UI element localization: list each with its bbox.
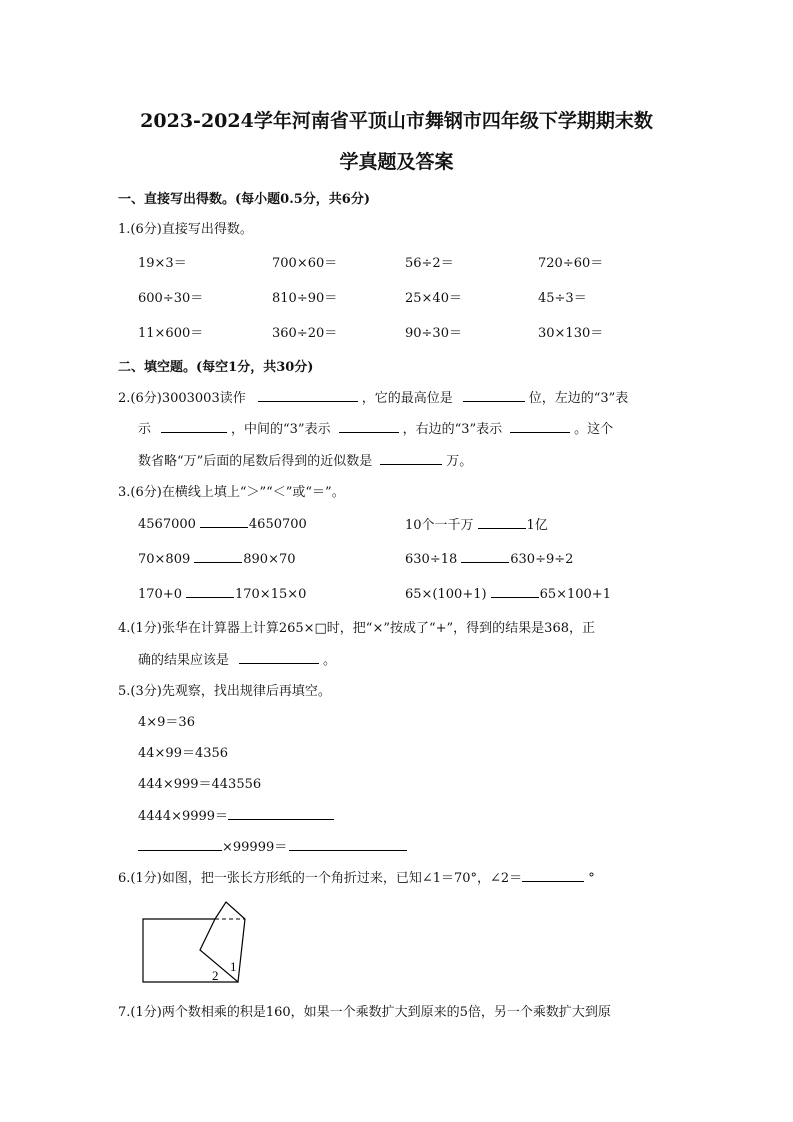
q5-l3: 444×999＝443556 — [138, 777, 262, 792]
q3-item — [405, 549, 573, 567]
text: ° — [588, 871, 595, 886]
answer-blank[interactable] — [200, 514, 248, 528]
q1-item: 45÷3＝ — [538, 291, 587, 306]
text: 4567000 — [138, 517, 196, 532]
answer-blank[interactable] — [491, 584, 539, 598]
q5-stem: 5.(3分)先观察，找出规律后再填空。 — [118, 684, 331, 699]
text: ，中间的“3”表示 — [231, 422, 331, 437]
section1-heading: 一、直接写出得数。(每小题0.5分，共6分) — [118, 192, 370, 207]
q3-item — [405, 584, 611, 602]
q1-item: 11×600＝ — [138, 326, 204, 341]
text: 170×15×0 — [234, 587, 307, 602]
text: 890×70 — [243, 552, 296, 567]
text: 1亿 — [526, 518, 548, 533]
q3-item — [405, 514, 548, 533]
q1-item: 56÷2＝ — [405, 256, 454, 271]
text: ×99999＝ — [222, 840, 288, 855]
text: 。这个 — [574, 422, 614, 437]
q7-line1: 7.(1分)两个数相乘的积是160，如果一个乘数扩大到原来的5倍，另一个乘数扩大到原 — [118, 1005, 611, 1020]
rectangle-edges — [143, 919, 238, 982]
q3-item — [138, 584, 306, 602]
text: 65×100+1 — [539, 587, 611, 602]
text: 630÷9÷2 — [510, 552, 574, 567]
text: 4650700 — [248, 517, 307, 532]
q1-item: 360÷20＝ — [272, 326, 338, 341]
q3-item — [138, 549, 296, 567]
text: 数省略“万”后面的尾数后得到的近似数是 — [138, 454, 373, 469]
answer-blank[interactable] — [186, 584, 234, 598]
q1-stem: 1.(6分)直接写出得数。 — [118, 222, 253, 237]
title-line2: 学真题及答案 — [339, 151, 454, 173]
text: ，右边的“3”表示 — [402, 422, 503, 437]
title-line1: 2023-2024学年河南省平顶山市舞钢市四年级下学期期末数 — [140, 110, 653, 132]
q3-stem: 3.(6分)在横线上填上“＞”“＜”或“＝”。 — [118, 485, 345, 500]
text: 确的结果应该是 — [138, 653, 230, 668]
answer-blank[interactable] — [194, 549, 242, 563]
angle-2-label: 2 — [212, 968, 219, 983]
answer-blank[interactable] — [461, 549, 509, 563]
folded-corner — [200, 902, 245, 982]
text: 4444×9999＝ — [138, 809, 229, 824]
q1-item: 600÷30＝ — [138, 291, 204, 306]
q1-item: 810÷90＝ — [272, 291, 338, 306]
q1-item: 30×130＝ — [538, 326, 604, 341]
text: 示 — [138, 422, 152, 437]
text: 70×809 — [138, 552, 191, 567]
q4-line1: 4.(1分)张华在计算器上计算265×□时，把“×”按成了“+”，得到的结果是368，正 — [118, 621, 595, 636]
angle-1-label: 1 — [230, 959, 237, 974]
text: 170+0 — [138, 587, 182, 602]
text: 2.(6分)3003003读作 — [118, 391, 246, 406]
q1-item: 90÷30＝ — [405, 326, 462, 341]
q1-item: 720÷60＝ — [538, 256, 604, 271]
q5-l1: 4×9＝36 — [138, 715, 195, 730]
text: 6.(1分)如图，把一张长方形纸的一个角折过来，已知∠1＝70°，∠2＝ — [118, 871, 523, 886]
text: 65×(100+1) — [405, 587, 487, 602]
text: 位，左边的“3”表 — [528, 391, 629, 406]
text: 10个一千万 — [405, 518, 474, 533]
answer-blank[interactable] — [478, 515, 526, 529]
q1-item: 19×3＝ — [138, 256, 187, 271]
q1-item: 25×40＝ — [405, 291, 462, 306]
text: 万。 — [446, 454, 473, 469]
q5-l2: 44×99＝4356 — [138, 746, 229, 761]
q3-item — [138, 514, 307, 532]
text: 。 — [323, 653, 337, 668]
text: ，它的最高位是 — [361, 391, 453, 406]
q1-item: 700×60＝ — [272, 256, 338, 271]
text: 630÷18 — [405, 552, 458, 567]
section2-heading: 二、填空题。(每空1分，共30分) — [118, 360, 314, 375]
